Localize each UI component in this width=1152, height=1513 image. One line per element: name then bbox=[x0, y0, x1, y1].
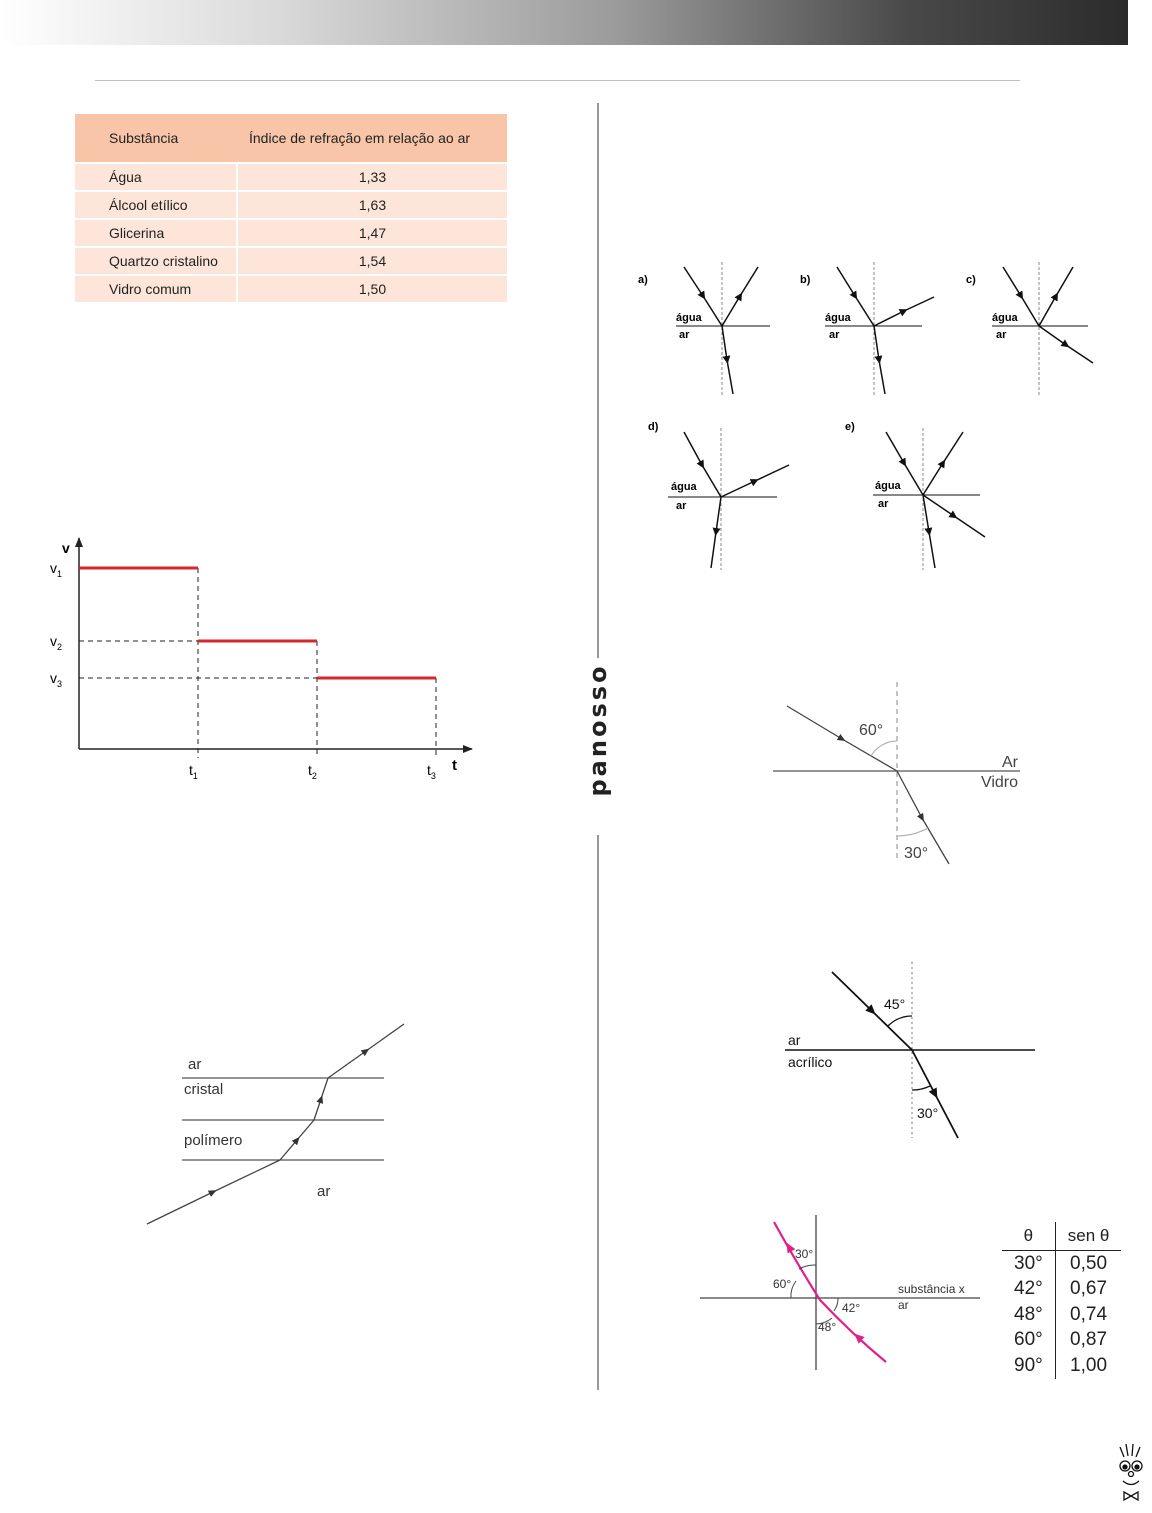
option-e-air-label: ar bbox=[878, 498, 889, 510]
option-d bbox=[668, 428, 789, 570]
theta-cell: 48° bbox=[1002, 1302, 1055, 1328]
option-d-water-label: água bbox=[671, 481, 697, 493]
substance-top-medium: substância x bbox=[898, 1282, 965, 1296]
option-a bbox=[676, 262, 770, 397]
glass-top-medium: Ar bbox=[1002, 754, 1018, 771]
column-header-index: Índice de refração em relação ao ar bbox=[237, 114, 507, 163]
column-divider-bottom bbox=[597, 835, 599, 1390]
option-e-letter: e) bbox=[845, 421, 855, 433]
sine-table-header-row bbox=[1002, 1222, 1121, 1251]
sine-cell: 0,50 bbox=[1070, 1252, 1108, 1274]
table-row bbox=[1002, 1277, 1121, 1303]
index-cell: 1,47 bbox=[237, 219, 507, 247]
glass-bottom-medium: Vidro bbox=[980, 774, 1018, 791]
option-b-water-label: água bbox=[825, 312, 851, 324]
option-c-water-label: água bbox=[992, 312, 1018, 324]
sine-cell: 0,74 bbox=[1070, 1303, 1108, 1325]
v1-label: $v_1$ bbox=[50, 560, 63, 579]
option-a-air-label: ar bbox=[679, 329, 690, 341]
v-axis-label: v bbox=[62, 540, 70, 556]
v3-label: $v_3$ bbox=[50, 670, 63, 689]
option-b-air-label: ar bbox=[829, 329, 840, 341]
layer-label-top-air: ar bbox=[188, 1056, 202, 1073]
option-d-air-label: ar bbox=[676, 500, 687, 512]
v2-label: $v_2$ bbox=[50, 633, 63, 652]
t2-label: $t_2$ bbox=[308, 762, 317, 781]
table-row bbox=[75, 219, 507, 247]
substance-cell: Álcool etílico bbox=[75, 191, 237, 219]
substance-cell: Vidro comum bbox=[75, 275, 237, 302]
table-row bbox=[75, 247, 507, 275]
index-cell: 1,50 bbox=[237, 275, 507, 302]
index-cell: 1,63 bbox=[237, 191, 507, 219]
t1-label: $t_1$ bbox=[189, 762, 198, 781]
option-b bbox=[825, 262, 934, 397]
sine-cell: 0,67 bbox=[1070, 1278, 1108, 1300]
sine-cell: 1,00 bbox=[1070, 1354, 1108, 1376]
sine-table bbox=[1002, 1222, 1121, 1379]
table-row bbox=[1002, 1328, 1121, 1354]
sine-header: sen θ bbox=[1055, 1222, 1121, 1251]
table-row bbox=[1002, 1251, 1121, 1277]
layer-label-crystal: cristal bbox=[184, 1081, 224, 1098]
option-c bbox=[992, 262, 1093, 397]
glass-angle-top: 60° bbox=[859, 722, 884, 739]
table-row bbox=[75, 275, 507, 302]
substance-bottom-medium: ar bbox=[898, 1298, 909, 1312]
t-axis-label: t bbox=[452, 757, 457, 774]
option-c-air-label: ar bbox=[996, 329, 1007, 341]
theta-cell: 90° bbox=[1002, 1353, 1055, 1379]
option-d-letter: d) bbox=[648, 421, 659, 433]
theta-cell: 60° bbox=[1002, 1328, 1055, 1354]
refraction-index-table bbox=[75, 114, 507, 302]
substance-cell: Glicerina bbox=[75, 219, 237, 247]
substance-cell: Água bbox=[75, 163, 237, 191]
table-row bbox=[1002, 1302, 1121, 1328]
side-watermark-text: panosso bbox=[584, 663, 612, 797]
option-e-water-label: água bbox=[875, 480, 901, 492]
substance-angle-42: 42° bbox=[842, 1301, 861, 1315]
header-rule bbox=[95, 80, 1020, 81]
layer-label-bottom-air: ar bbox=[317, 1183, 331, 1200]
acrylic-top-medium: ar bbox=[788, 1032, 801, 1048]
column-divider-top bbox=[597, 103, 599, 658]
acrylic-angle-bottom: 30° bbox=[917, 1105, 939, 1121]
table-header-row bbox=[75, 114, 507, 163]
substance-angle-60: 60° bbox=[773, 1277, 792, 1291]
theta-cell: 42° bbox=[1002, 1277, 1055, 1303]
option-a-water-label: água bbox=[676, 312, 702, 324]
table-row bbox=[1002, 1353, 1121, 1379]
sine-cell: 0,87 bbox=[1070, 1329, 1108, 1351]
theta-header: θ bbox=[1002, 1222, 1055, 1251]
index-cell: 1,54 bbox=[237, 247, 507, 275]
t3-label: $t_3$ bbox=[427, 762, 436, 781]
header-bar bbox=[0, 0, 1128, 45]
index-cell: 1,33 bbox=[237, 163, 507, 191]
substance-cell: Quartzo cristalino bbox=[75, 247, 237, 275]
substance-angle-30: 30° bbox=[795, 1247, 814, 1261]
table-row bbox=[75, 163, 507, 191]
theta-cell: 30° bbox=[1002, 1251, 1055, 1277]
table-row bbox=[75, 191, 507, 219]
option-e bbox=[873, 428, 985, 570]
option-a-letter: a) bbox=[638, 274, 648, 286]
option-b-letter: b) bbox=[800, 274, 811, 286]
substance-angle-48: 48° bbox=[818, 1320, 837, 1334]
option-c-letter: c) bbox=[966, 274, 976, 286]
acrylic-angle-top: 45° bbox=[884, 996, 906, 1012]
column-header-substance: Substância bbox=[75, 114, 237, 163]
glass-angle-bottom: 30° bbox=[904, 845, 929, 862]
layer-label-polymer: polímero bbox=[184, 1132, 243, 1149]
acrylic-bottom-medium: acrílico bbox=[788, 1054, 833, 1070]
